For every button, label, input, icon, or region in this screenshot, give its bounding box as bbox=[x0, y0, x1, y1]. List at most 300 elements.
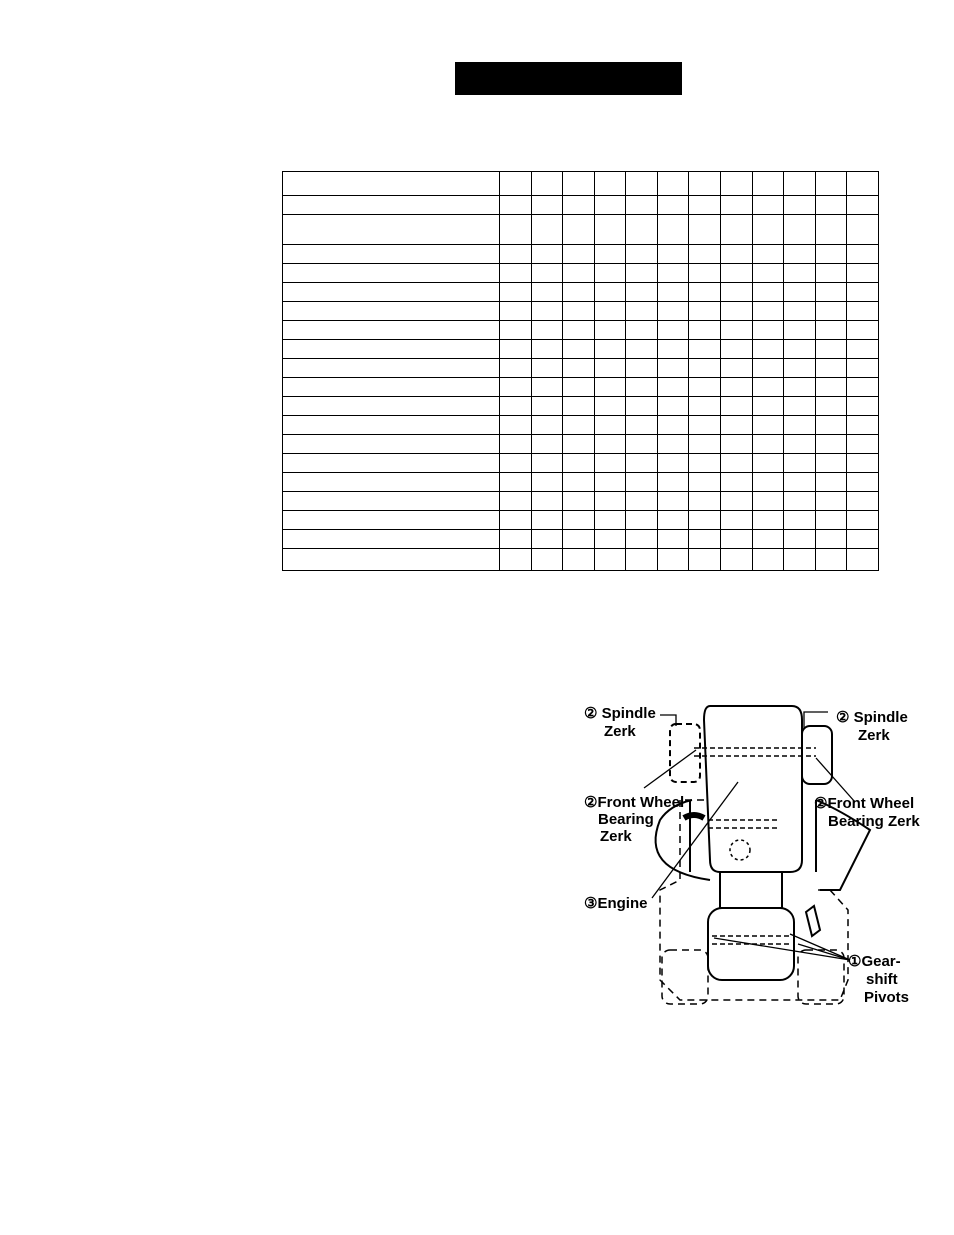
table-check-cell bbox=[689, 283, 721, 302]
table-check-cell bbox=[626, 473, 658, 492]
table-check-cell bbox=[815, 245, 847, 264]
table-check-cell bbox=[815, 435, 847, 454]
svg-text:shift: shift bbox=[866, 971, 898, 988]
table-check-cell bbox=[784, 416, 816, 435]
table-check-cell bbox=[594, 172, 626, 196]
table-check-cell bbox=[594, 340, 626, 359]
table-check-cell bbox=[657, 321, 689, 340]
table-check-cell bbox=[784, 511, 816, 530]
svg-text:② Spindle: ② Spindle bbox=[584, 705, 656, 722]
table-check-cell bbox=[594, 511, 626, 530]
table-check-cell bbox=[815, 302, 847, 321]
table-check-cell bbox=[721, 473, 753, 492]
svg-text:Pivots: Pivots bbox=[864, 989, 910, 1006]
table-check-cell bbox=[531, 196, 563, 215]
table-check-cell bbox=[500, 196, 532, 215]
table-item-cell bbox=[283, 492, 500, 511]
table-item-cell bbox=[283, 473, 500, 492]
table-check-cell bbox=[657, 340, 689, 359]
table-check-cell bbox=[500, 321, 532, 340]
table-row bbox=[283, 492, 879, 511]
rear-left-tire bbox=[662, 950, 708, 1004]
table-check-cell bbox=[847, 378, 879, 397]
table-check-cell bbox=[657, 264, 689, 283]
table-check-cell bbox=[815, 321, 847, 340]
table-check-cell bbox=[847, 215, 879, 245]
table-check-cell bbox=[689, 492, 721, 511]
table-check-cell bbox=[689, 302, 721, 321]
bearing-zerk-left bbox=[684, 815, 704, 818]
table-check-cell bbox=[689, 454, 721, 473]
table-check-cell bbox=[847, 473, 879, 492]
table-check-cell bbox=[815, 359, 847, 378]
table-check-cell bbox=[500, 340, 532, 359]
table-check-cell bbox=[752, 321, 784, 340]
table-check-cell bbox=[689, 196, 721, 215]
svg-text:Bearing Zerk: Bearing Zerk bbox=[828, 813, 920, 830]
table-check-cell bbox=[657, 359, 689, 378]
table-check-cell bbox=[752, 302, 784, 321]
table-check-cell bbox=[847, 321, 879, 340]
table-check-cell bbox=[563, 416, 595, 435]
table-row bbox=[283, 435, 879, 454]
table-check-cell bbox=[500, 359, 532, 378]
table-check-cell bbox=[657, 215, 689, 245]
table-row bbox=[283, 397, 879, 416]
table-item-cell bbox=[283, 264, 500, 283]
table-row bbox=[283, 416, 879, 435]
svg-text:①Gear-: ①Gear- bbox=[848, 953, 901, 970]
table-check-cell bbox=[721, 196, 753, 215]
table-check-cell bbox=[531, 549, 563, 571]
table-check-cell bbox=[721, 215, 753, 245]
table-row bbox=[283, 530, 879, 549]
table-check-cell bbox=[721, 245, 753, 264]
label-gearshift bbox=[848, 953, 909, 1006]
svg-text:Zerk: Zerk bbox=[604, 723, 636, 740]
table-check-cell bbox=[815, 378, 847, 397]
table-check-cell bbox=[815, 454, 847, 473]
table-check-cell bbox=[500, 530, 532, 549]
svg-text:Zerk: Zerk bbox=[600, 828, 632, 845]
table-check-cell bbox=[563, 215, 595, 245]
table-check-cell bbox=[657, 416, 689, 435]
table-check-cell bbox=[657, 397, 689, 416]
table-check-cell bbox=[531, 492, 563, 511]
table-check-cell bbox=[626, 283, 658, 302]
svg-text:③Engine: ③Engine bbox=[584, 895, 648, 912]
table-check-cell bbox=[689, 172, 721, 196]
table-check-cell bbox=[500, 264, 532, 283]
table-check-cell bbox=[531, 172, 563, 196]
table-check-cell bbox=[847, 359, 879, 378]
svg-text:② Spindle: ② Spindle bbox=[836, 709, 908, 726]
front-left-tire bbox=[670, 724, 700, 782]
table-check-cell bbox=[689, 549, 721, 571]
table-check-cell bbox=[784, 215, 816, 245]
table-check-cell bbox=[752, 435, 784, 454]
table-check-cell bbox=[500, 302, 532, 321]
table-check-cell bbox=[752, 511, 784, 530]
table-check-cell bbox=[752, 283, 784, 302]
table-check-cell bbox=[847, 435, 879, 454]
frame-outline bbox=[660, 800, 848, 1000]
label-spindle-left bbox=[584, 705, 656, 740]
table-check-cell bbox=[657, 196, 689, 215]
table-row bbox=[283, 302, 879, 321]
table-check-cell bbox=[784, 530, 816, 549]
table-check-cell bbox=[657, 378, 689, 397]
table-row bbox=[283, 283, 879, 302]
table-check-cell bbox=[784, 172, 816, 196]
table-check-cell bbox=[689, 511, 721, 530]
table-check-cell bbox=[563, 340, 595, 359]
table-check-cell bbox=[784, 435, 816, 454]
table-check-cell bbox=[500, 511, 532, 530]
table-check-cell bbox=[847, 492, 879, 511]
table-check-cell bbox=[721, 321, 753, 340]
table-check-cell bbox=[500, 378, 532, 397]
table-check-cell bbox=[752, 530, 784, 549]
table-check-cell bbox=[815, 416, 847, 435]
table-item-cell bbox=[283, 215, 500, 245]
table-check-cell bbox=[626, 196, 658, 215]
table-check-cell bbox=[689, 397, 721, 416]
table-item-cell bbox=[283, 549, 500, 571]
table-check-cell bbox=[721, 511, 753, 530]
table-check-cell bbox=[563, 283, 595, 302]
table-check-cell bbox=[657, 473, 689, 492]
table-item-cell bbox=[283, 511, 500, 530]
table-check-cell bbox=[626, 435, 658, 454]
table-check-cell bbox=[563, 196, 595, 215]
table-check-cell bbox=[784, 473, 816, 492]
table-check-cell bbox=[626, 359, 658, 378]
table-check-cell bbox=[594, 549, 626, 571]
table-check-cell bbox=[657, 283, 689, 302]
table-check-cell bbox=[752, 340, 784, 359]
table-check-cell bbox=[721, 264, 753, 283]
table-check-cell bbox=[721, 359, 753, 378]
table-check-cell bbox=[752, 264, 784, 283]
table-check-cell bbox=[752, 172, 784, 196]
table-check-cell bbox=[563, 454, 595, 473]
table-check-cell bbox=[752, 473, 784, 492]
table-check-cell bbox=[752, 359, 784, 378]
table-check-cell bbox=[689, 435, 721, 454]
table-check-cell bbox=[752, 378, 784, 397]
svg-text:②Front Wheel: ②Front Wheel bbox=[584, 794, 685, 811]
table-check-cell bbox=[594, 378, 626, 397]
table-check-cell bbox=[689, 416, 721, 435]
table-check-cell bbox=[689, 321, 721, 340]
table-item-cell bbox=[283, 172, 500, 196]
table-check-cell bbox=[784, 492, 816, 511]
front-right-tire bbox=[802, 726, 832, 784]
table-check-cell bbox=[784, 283, 816, 302]
table-check-cell bbox=[500, 172, 532, 196]
table-check-cell bbox=[657, 435, 689, 454]
table-item-cell bbox=[283, 454, 500, 473]
table-check-cell bbox=[626, 321, 658, 340]
table-check-cell bbox=[689, 245, 721, 264]
table-check-cell bbox=[721, 454, 753, 473]
table-check-cell bbox=[657, 302, 689, 321]
table-check-cell bbox=[500, 454, 532, 473]
table-check-cell bbox=[721, 549, 753, 571]
table-check-cell bbox=[531, 340, 563, 359]
table-check-cell bbox=[531, 321, 563, 340]
table-check-cell bbox=[531, 359, 563, 378]
table-check-cell bbox=[626, 549, 658, 571]
table-check-cell bbox=[657, 172, 689, 196]
table-check-cell bbox=[784, 340, 816, 359]
table-check-cell bbox=[721, 435, 753, 454]
table-check-cell bbox=[752, 454, 784, 473]
table-check-cell bbox=[563, 264, 595, 283]
table-check-cell bbox=[594, 215, 626, 245]
table-check-cell bbox=[531, 416, 563, 435]
table-check-cell bbox=[626, 264, 658, 283]
table-check-cell bbox=[531, 397, 563, 416]
table-check-cell bbox=[626, 492, 658, 511]
table-check-cell bbox=[563, 435, 595, 454]
table-check-cell bbox=[689, 359, 721, 378]
table-check-cell bbox=[500, 473, 532, 492]
table-check-cell bbox=[563, 397, 595, 416]
table-check-cell bbox=[847, 196, 879, 215]
table-check-cell bbox=[784, 359, 816, 378]
table-check-cell bbox=[847, 454, 879, 473]
table-check-cell bbox=[626, 416, 658, 435]
table-check-cell bbox=[847, 511, 879, 530]
table-row bbox=[283, 340, 879, 359]
table-check-cell bbox=[531, 454, 563, 473]
table-row bbox=[283, 215, 879, 245]
table-check-cell bbox=[531, 473, 563, 492]
table-check-cell bbox=[847, 340, 879, 359]
table-check-cell bbox=[815, 172, 847, 196]
table-check-cell bbox=[847, 416, 879, 435]
table-check-cell bbox=[500, 435, 532, 454]
table-check-cell bbox=[815, 264, 847, 283]
table-check-cell bbox=[752, 492, 784, 511]
table-check-cell bbox=[815, 473, 847, 492]
table-check-cell bbox=[594, 321, 626, 340]
table-row bbox=[283, 245, 879, 264]
table-check-cell bbox=[626, 302, 658, 321]
table-check-cell bbox=[531, 283, 563, 302]
table-row bbox=[283, 359, 879, 378]
table-check-cell bbox=[594, 302, 626, 321]
maintenance-log-table bbox=[282, 171, 879, 571]
table-check-cell bbox=[847, 283, 879, 302]
table-check-cell bbox=[531, 245, 563, 264]
table-check-cell bbox=[563, 172, 595, 196]
table-check-cell bbox=[563, 473, 595, 492]
table-check-cell bbox=[531, 215, 563, 245]
table-check-cell bbox=[594, 397, 626, 416]
table-check-cell bbox=[563, 302, 595, 321]
table-check-cell bbox=[657, 492, 689, 511]
table-check-cell bbox=[626, 378, 658, 397]
table-check-cell bbox=[784, 245, 816, 264]
table-check-cell bbox=[563, 530, 595, 549]
label-bearing-right bbox=[814, 795, 920, 830]
table-check-cell bbox=[563, 245, 595, 264]
table-check-cell bbox=[847, 245, 879, 264]
table-check-cell bbox=[594, 359, 626, 378]
table-check-cell bbox=[500, 215, 532, 245]
table-check-cell bbox=[531, 302, 563, 321]
table-check-cell bbox=[500, 397, 532, 416]
table-row bbox=[283, 172, 879, 196]
table-check-cell bbox=[657, 511, 689, 530]
table-item-cell bbox=[283, 397, 500, 416]
table-check-cell bbox=[752, 196, 784, 215]
label-bearing-left bbox=[584, 794, 684, 845]
svg-text:Zerk: Zerk bbox=[858, 727, 890, 744]
table-check-cell bbox=[784, 397, 816, 416]
tractor-hood bbox=[704, 706, 802, 872]
table-check-cell bbox=[752, 245, 784, 264]
table-row bbox=[283, 196, 879, 215]
table-check-cell bbox=[657, 530, 689, 549]
table-check-cell bbox=[594, 245, 626, 264]
table-check-cell bbox=[815, 511, 847, 530]
table-check-cell bbox=[563, 359, 595, 378]
table-check-cell bbox=[752, 549, 784, 571]
table-row bbox=[283, 473, 879, 492]
table-check-cell bbox=[626, 245, 658, 264]
table-check-cell bbox=[563, 321, 595, 340]
table-check-cell bbox=[721, 397, 753, 416]
table-check-cell bbox=[815, 196, 847, 215]
table-item-cell bbox=[283, 435, 500, 454]
table-check-cell bbox=[847, 264, 879, 283]
table-check-cell bbox=[784, 264, 816, 283]
table-check-cell bbox=[531, 264, 563, 283]
table-check-cell bbox=[752, 215, 784, 245]
table-check-cell bbox=[815, 340, 847, 359]
table-check-cell bbox=[689, 215, 721, 245]
table-row bbox=[283, 321, 879, 340]
table-item-cell bbox=[283, 245, 500, 264]
table-check-cell bbox=[594, 454, 626, 473]
table-check-cell bbox=[626, 530, 658, 549]
table-check-cell bbox=[594, 530, 626, 549]
table-check-cell bbox=[500, 492, 532, 511]
table-check-cell bbox=[594, 283, 626, 302]
tractor-neck bbox=[720, 872, 782, 908]
table-item-cell bbox=[283, 321, 500, 340]
engine-dipstick-outline bbox=[730, 840, 750, 860]
table-row bbox=[283, 264, 879, 283]
table-check-cell bbox=[657, 549, 689, 571]
table-check-cell bbox=[847, 302, 879, 321]
table-check-cell bbox=[531, 435, 563, 454]
table-check-cell bbox=[847, 549, 879, 571]
table-check-cell bbox=[594, 492, 626, 511]
table-check-cell bbox=[784, 378, 816, 397]
table-check-cell bbox=[531, 378, 563, 397]
table-check-cell bbox=[594, 416, 626, 435]
table-check-cell bbox=[689, 264, 721, 283]
table-check-cell bbox=[563, 549, 595, 571]
table-check-cell bbox=[815, 397, 847, 416]
table-check-cell bbox=[689, 378, 721, 397]
front-axle bbox=[694, 748, 816, 756]
table-item-cell bbox=[283, 196, 500, 215]
table-row bbox=[283, 511, 879, 530]
table-check-cell bbox=[626, 215, 658, 245]
title-bar bbox=[455, 62, 682, 95]
table-check-cell bbox=[626, 511, 658, 530]
label-engine bbox=[584, 895, 647, 912]
table-check-cell bbox=[784, 302, 816, 321]
table-item-cell bbox=[283, 283, 500, 302]
table-check-cell bbox=[626, 397, 658, 416]
table-check-cell bbox=[784, 549, 816, 571]
table-check-cell bbox=[721, 302, 753, 321]
table-check-cell bbox=[847, 172, 879, 196]
table-check-cell bbox=[657, 245, 689, 264]
table-check-cell bbox=[500, 283, 532, 302]
table-check-cell bbox=[815, 530, 847, 549]
table-check-cell bbox=[657, 454, 689, 473]
table-check-cell bbox=[531, 530, 563, 549]
table-check-cell bbox=[721, 172, 753, 196]
table-check-cell bbox=[815, 215, 847, 245]
table-item-cell bbox=[283, 416, 500, 435]
table-check-cell bbox=[784, 454, 816, 473]
table-item-cell bbox=[283, 378, 500, 397]
table-check-cell bbox=[815, 283, 847, 302]
table-check-cell bbox=[721, 416, 753, 435]
table-check-cell bbox=[563, 511, 595, 530]
table-item-cell bbox=[283, 530, 500, 549]
table-item-cell bbox=[283, 302, 500, 321]
table-item-cell bbox=[283, 340, 500, 359]
table-check-cell bbox=[531, 511, 563, 530]
table-check-cell bbox=[815, 549, 847, 571]
steering-wheel-outline bbox=[656, 800, 710, 880]
gearshift-lever bbox=[806, 906, 820, 936]
svg-text:②Front Wheel: ②Front Wheel bbox=[814, 795, 915, 812]
table-check-cell bbox=[594, 473, 626, 492]
table-check-cell bbox=[847, 530, 879, 549]
table-check-cell bbox=[626, 454, 658, 473]
table-check-cell bbox=[563, 492, 595, 511]
table-check-cell bbox=[689, 340, 721, 359]
table-row bbox=[283, 454, 879, 473]
table-item-cell bbox=[283, 359, 500, 378]
table-check-cell bbox=[752, 397, 784, 416]
table-check-cell bbox=[784, 321, 816, 340]
table-check-cell bbox=[689, 473, 721, 492]
svg-text:Bearing: Bearing bbox=[598, 811, 654, 828]
table-check-cell bbox=[594, 435, 626, 454]
table-check-cell bbox=[626, 340, 658, 359]
table-row bbox=[283, 378, 879, 397]
table-check-cell bbox=[500, 416, 532, 435]
table-check-cell bbox=[500, 549, 532, 571]
table-check-cell bbox=[721, 340, 753, 359]
table-check-cell bbox=[721, 283, 753, 302]
table-check-cell bbox=[847, 397, 879, 416]
table-check-cell bbox=[594, 196, 626, 215]
table-check-cell bbox=[594, 264, 626, 283]
